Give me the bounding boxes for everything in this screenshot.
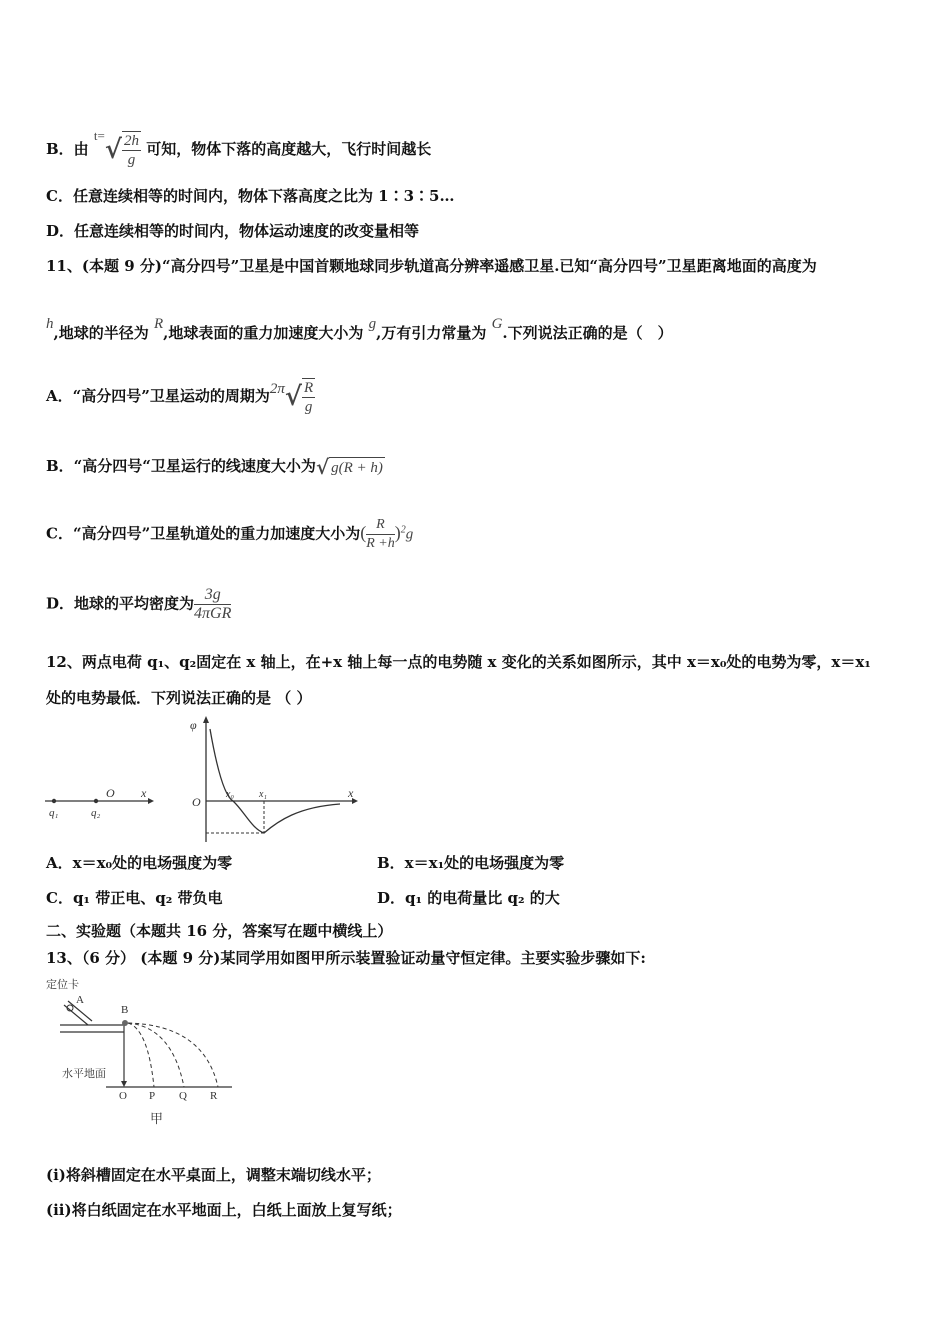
q12-figure bbox=[40, 715, 370, 847]
q11-option-d-fraction: $\frac{3g}{\text{4πGR}}$ bbox=[194, 586, 232, 622]
q11-option-a-text: A．“高分四号”卫星运动的周期为 bbox=[46, 387, 270, 405]
q11-stem-part-b: ,地球表面的重力加速度大小为 bbox=[163, 324, 364, 342]
sqrt-sign-icon: √ bbox=[104, 135, 122, 165]
q12-stem-line2: 处的电势最低．下列说法正确的是 （ ） bbox=[46, 689, 312, 707]
q11-option-c-tail: g bbox=[405, 526, 414, 543]
q11-option-c-text: C．“高分四号”卫星轨道处的重力加速度大小为 bbox=[46, 524, 361, 543]
axis-x-label-right: x bbox=[348, 786, 354, 800]
q10-option-b bbox=[46, 126, 431, 169]
q11-option-d bbox=[46, 586, 231, 623]
q10-option-b-text: 可知，物体下落的高度越大，飞行时间越长 bbox=[146, 140, 432, 158]
q13-step-1: (i)将斜槽固定在水平桌面上，调整末端切线水平； bbox=[46, 1166, 381, 1184]
charge-q2-dot bbox=[94, 799, 98, 803]
q10-option-d: D．任意连续相等的时间内，物体运动速度的改变量相等 bbox=[46, 222, 420, 240]
q11-option-a-fraction: $\frac{R}{g}$ bbox=[304, 380, 314, 415]
q11-option-b-formula: g(R + h) bbox=[329, 457, 385, 478]
q10-option-b-prefix: B．由 bbox=[46, 140, 89, 158]
q1-label: q₁ bbox=[49, 807, 59, 819]
card-label: 定位卡 bbox=[46, 978, 79, 991]
origin-label-right: O bbox=[192, 795, 201, 809]
q2-label: q₂ bbox=[91, 807, 101, 819]
ball-b-icon bbox=[122, 1020, 128, 1026]
q12-stem-line1: 12、两点电荷 q₁、q₂固定在 x 轴上，在+x 轴上每一点的电势随 x 变化的关系如图所示，其中 x＝x₀处的电势为零，x＝x₁ bbox=[46, 653, 871, 671]
q11-option-b-text: B．“高分四号“卫星运行的线速度大小为 bbox=[46, 457, 316, 475]
q11-option-c-fraction: $\frac{R}{R +h}$ bbox=[366, 517, 395, 551]
trajectory-Q bbox=[128, 1023, 184, 1087]
q11-option-a-coef: 2π bbox=[269, 381, 285, 397]
x1-label: x₁ bbox=[259, 789, 267, 800]
sqrt-sign-icon: √ bbox=[284, 382, 303, 412]
q10-formula-lhs: t= bbox=[93, 128, 105, 143]
symbol-R: R bbox=[153, 316, 164, 332]
symbol-h: h bbox=[46, 316, 54, 332]
q12-option-a: A．x＝x₀处的电场强度为零 bbox=[46, 854, 233, 872]
q11-option-b bbox=[46, 456, 385, 478]
sqrt-sign-icon: √ bbox=[315, 455, 330, 479]
q13-figure bbox=[44, 975, 254, 1130]
q11-option-d-text: D．地球的平均密度为 bbox=[46, 594, 195, 613]
arrow-head-icon bbox=[121, 1081, 127, 1087]
x0-label: x₀ bbox=[226, 789, 234, 800]
q11-option-c: C．“高分四号”卫星轨道处的重力加速度大小为( $\frac{R}{R +h}$ )$^2$g bbox=[46, 517, 414, 551]
phi-label: φ bbox=[190, 718, 197, 732]
potential-curve bbox=[210, 729, 340, 833]
arrow-head-icon bbox=[203, 716, 209, 723]
charge-q1-dot bbox=[52, 799, 56, 803]
q11-option-a bbox=[46, 378, 315, 416]
label-R: R bbox=[210, 1090, 218, 1102]
q12-option-b: B．x＝x₁处的电场强度为零 bbox=[377, 854, 565, 872]
label-Q: Q bbox=[179, 1090, 187, 1102]
label-P: P bbox=[149, 1090, 156, 1102]
q13-stem: 13、（6 分） (本题 9 分)某同学用如图甲所示装置验证动量守恒定律。主要实验步骤如下: bbox=[46, 949, 646, 967]
ground-label: 水平地面 bbox=[62, 1067, 106, 1080]
trajectory-P bbox=[128, 1023, 154, 1087]
label-O: O bbox=[119, 1090, 127, 1102]
q12-option-d: D．q₁ 的电荷量比 q₂ 的大 bbox=[377, 889, 560, 907]
symbol-g: g bbox=[368, 316, 377, 332]
figure-caption: 甲 bbox=[150, 1111, 164, 1126]
q11-stem-line2 bbox=[46, 314, 673, 343]
q13-step-2: (ii)将白纸固定在水平地面上，白纸上面放上复写纸； bbox=[46, 1201, 402, 1219]
q11-stem-part-d: .下列说法正确的是（ ） bbox=[502, 324, 673, 342]
q11-option-c-exponent: 2 bbox=[400, 524, 406, 536]
axis-x-label-left: x bbox=[141, 786, 147, 800]
q12-option-c: C．q₁ 带正电、q₂ 带负电 bbox=[46, 889, 223, 907]
label-B: B bbox=[121, 1004, 129, 1016]
q11-stem-line1: 11、(本题 9 分)“高分四号”卫星是中国首颗地球同步轨道高分辨率遥感卫星.已知“高分四号”卫星距离地面的高度为 bbox=[46, 257, 817, 275]
origin-label-left: O bbox=[106, 786, 115, 800]
q11-stem-part-c: ,万有引力常量为 bbox=[376, 324, 487, 342]
label-A: A bbox=[76, 994, 84, 1006]
section-2-title: 二、实验题（本题共 16 分，答案写在题中横线上） bbox=[46, 922, 393, 940]
arrow-head-icon bbox=[148, 798, 154, 804]
q10-option-c: C．任意连续相等的时间内，物体下落高度之比为 1∶3∶5… bbox=[46, 187, 455, 205]
q10-formula-fraction: $\frac{2h}{g}$ bbox=[123, 133, 139, 168]
symbol-G: G bbox=[491, 316, 503, 332]
q11-stem-part-a: ,地球的半径为 bbox=[53, 324, 149, 342]
